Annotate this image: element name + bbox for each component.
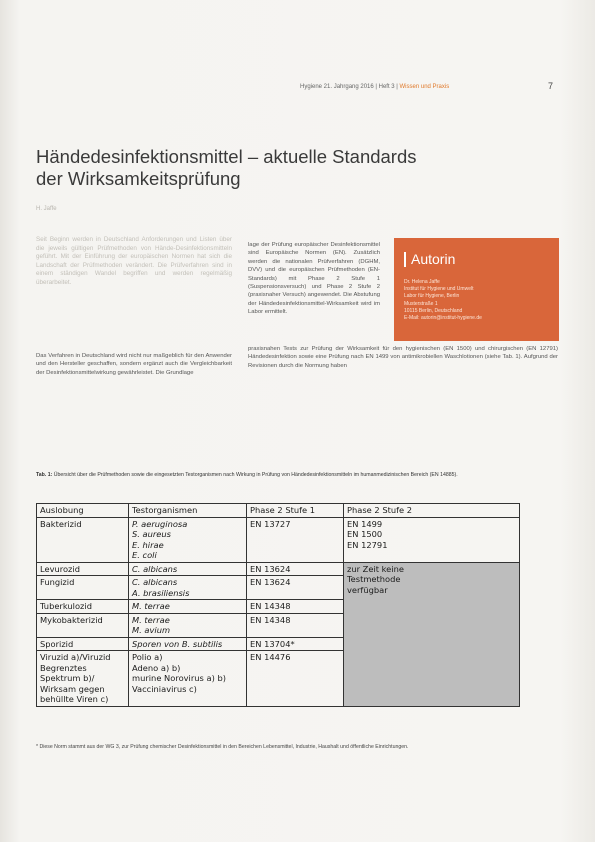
organisms-cell: [129, 576, 247, 600]
header-section: Wissen und Praxis: [399, 84, 450, 90]
organism: Vacciniavirus c): [132, 683, 197, 694]
author-line: Dr. Helena Jaffe: [404, 279, 440, 285]
phase21-cell: EN 13704*: [247, 637, 344, 651]
phase21-cell: EN 14476: [247, 651, 344, 707]
claim-cell: Levurozid: [37, 562, 129, 576]
body-text-middle: lage der Prüfung europäischer Desinfektionsmittel sind Europäische Normen (EN). Zusätzlich werden die nationalen Prüfverfahren (DGHM, DVV) und die europäischen Prüfmethoden (EN-Standards) mit Phase 2 Stufe 1 (Suspensionsversuch) und Phase 2 Stufe 2 (praxisnaher Versuch) angewendet. Die Abstufung der Händedesinfektionsmittel-Wirksamkeit wird im Labor ermittelt.: [248, 242, 380, 316]
claim-line: Wirksam gegen: [40, 683, 105, 694]
organism: M. terrae: [132, 614, 170, 625]
organism: A. brasiliensis: [132, 587, 190, 598]
title-line-1: Händedesinfektionsmittel – aktuelle Standards: [36, 146, 417, 167]
claim-cell: [37, 651, 129, 707]
organisms-cell: C. albicans: [129, 562, 247, 576]
phase21-cell: EN 14348: [247, 613, 344, 637]
table-row: [37, 517, 520, 562]
author-line: Institut für Hygiene und Umwelt: [404, 286, 474, 293]
organism: murine Norovirus a) b): [132, 673, 226, 683]
claim-cell: Bakterizid: [37, 517, 129, 562]
author-line: Labor für Hygiene, Berlin: [404, 293, 460, 300]
claim-cell: Mykobakterizid: [37, 613, 129, 637]
organisms-cell: [129, 651, 247, 707]
table-header-cell: Auslobung: [37, 504, 129, 518]
table-footnote: * Diese Norm stammt aus der WG 3, zur Prüfung chemischer Desinfektionsmittel in den Bereichen Lebensmittel, Industrie, Haushalt und öffentliche Einrichtungen.: [36, 744, 409, 750]
standard: EN 1499: [347, 518, 383, 529]
no-method-cell: [344, 562, 520, 706]
organism: P. aeruginosa: [132, 518, 188, 529]
no-method-note: zur Zeit keine Testmethode verfügbar: [347, 563, 404, 595]
table-header-cell: Phase 2 Stufe 1: [247, 504, 344, 518]
table-header-cell: Testorganismen: [129, 504, 247, 518]
byline: H. Jaffe: [36, 206, 57, 212]
claim-line: Viruzid a)/Viruzid: [40, 652, 111, 662]
organisms-cell: Sporen von B. subtilis: [129, 637, 247, 651]
organisms-cell: M. terrae: [129, 600, 247, 614]
standard: EN 12791: [347, 539, 388, 550]
claim-cell: Tuberkulozid: [37, 600, 129, 614]
claim-cell: Sporizid: [37, 637, 129, 651]
phase21-cell: EN 14348: [247, 600, 344, 614]
author-box: [394, 238, 559, 341]
author-line: Musterstraße 1: [404, 300, 438, 307]
organism: Polio a): [132, 652, 163, 662]
claim-line: behüllte Viren c): [40, 694, 109, 704]
organism: M. avium: [132, 625, 171, 635]
organism: S. aureus: [132, 529, 171, 539]
lead-paragraph: Seit Beginn werden in Deutschland Anforderungen und Listen über die jeweils gültigen Prüfmethoden von Hände-Desinfektionsmitteln geführt. Mit der Einführung der europäischen Normen hat sich die Landschaft der Prüfmethoden verändert. Die Prüfverfahren sind in einem ständigen Wandel begriffen und werden regelmäßig überarbeitet.: [36, 236, 232, 286]
table-caption: [36, 472, 558, 479]
phase21-cell: EN 13624: [247, 562, 344, 576]
claim-line: Begrenztes: [40, 662, 87, 673]
organism: C. albicans: [132, 577, 178, 587]
article-title: [36, 146, 556, 190]
running-header: [300, 84, 560, 90]
table-caption-text: Übersicht über die Prüfmethoden sowie die eingesetzten Testorganismen nach Wirkung in Prüfung von Händedesinfektionsmitteln im humanmedizinischen Bereich (EN 14885).: [53, 472, 458, 478]
body-text-left: Das Verfahren in Deutschland wird nicht nur maßgeblich für den Anwender und den Hersteller geschaffen, sondern ergänzt auch die Vergleichbarkeit der Desinfektionsmittelwirkung gewährleistet. Die Grundlage: [36, 353, 232, 376]
organism: Adeno a) b): [132, 662, 181, 673]
table-row: [37, 562, 520, 576]
author-heading: Autorin: [404, 252, 549, 267]
body-text-right: praxisnahen Tests zur Prüfung der Wirksamkeit für den hygienischen (EN 1500) und chirurgischen (EN 12791) Händedesinfektion sowie eine Prüfung nach EN 1499 von antimikrobiellen Waschlotionen (siehe Tab. 1). Aufgrund der Revisionen durch die Normung haben: [248, 346, 558, 369]
table-header-cell: Phase 2 Stufe 2: [344, 504, 520, 518]
table-caption-label: Tab. 1:: [36, 472, 53, 478]
claim-line: Spektrum b)/: [40, 673, 95, 683]
page-number: 7: [548, 81, 554, 91]
author-line: 10115 Berlin, Deutschland: [404, 307, 463, 314]
standard: EN 1500: [347, 529, 383, 539]
organisms-cell: [129, 517, 247, 562]
organisms-cell: [129, 613, 247, 637]
claim-cell: Fungizid: [37, 576, 129, 600]
table-header-row: [37, 504, 520, 518]
header-journal: Hygiene 21. Jahrgang 2016 | Heft 3 |: [300, 84, 400, 90]
author-email: E-Mail: autorin@institut-hygiene.de: [404, 315, 482, 322]
phase21-cell: EN 13727: [247, 517, 344, 562]
phase21-cell: EN 13624: [247, 576, 344, 600]
methods-table: [36, 503, 520, 707]
organism: E. hirae: [132, 539, 164, 550]
phase22-cell: [344, 517, 520, 562]
title-line-2: der Wirksamkeitsprüfung: [36, 168, 241, 189]
organism: E. coli: [132, 550, 157, 560]
